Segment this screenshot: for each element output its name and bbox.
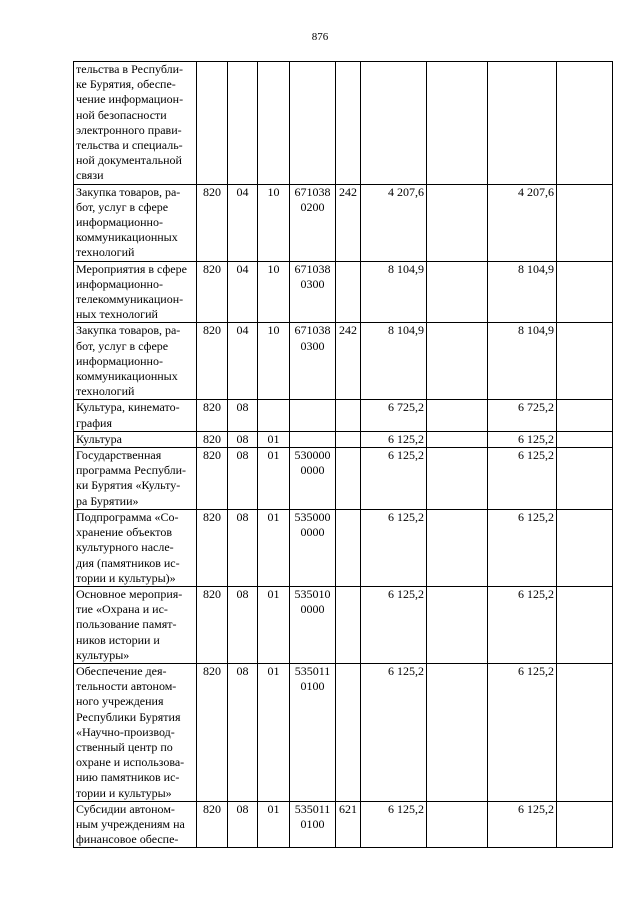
csr-line: 0100 [300,679,325,694]
vr-cell: 242 [336,184,361,261]
item-name-cell [74,586,197,663]
amount-cell [427,663,488,801]
item-name-line: бот, услуг в сфере [76,199,169,214]
vr-cell [336,448,361,510]
item-name-line: телекоммуникацион- [76,292,184,307]
csr-line: 535010 [294,586,331,601]
csr-line: 535011 [294,801,331,816]
item-name-cell [74,323,197,400]
amount-cell: 6 125,2 [361,448,427,510]
gr-cell: 820 [197,448,228,510]
csr-cell [290,323,336,400]
item-name-cell [74,184,197,261]
item-name-line: Подпрограмма «Со- [76,509,179,524]
item-name-line: графия [76,415,112,430]
item-name-line: ке Бурятия, обеспе- [76,77,176,92]
pr-cell: 01 [258,448,290,510]
item-name-line: электронного прави- [76,122,182,137]
amount-cell [557,400,613,431]
vr-cell [336,509,361,586]
csr-line: 530000 [294,448,331,463]
csr-cell [290,184,336,261]
rz-cell: 08 [228,431,258,447]
item-name-line: тельности автоном- [76,679,177,694]
item-name-cell [74,509,197,586]
rz-cell [228,62,258,185]
table-row [74,431,613,447]
item-name-line: Республики Бурятия [76,709,181,724]
csr-line: 671038 [294,184,331,199]
item-name-line: технологий [76,245,135,260]
amount-cell [427,431,488,447]
table-row [74,448,613,510]
rz-cell: 08 [228,801,258,848]
item-name-line: Государственная [76,448,162,463]
item-name-line: тории и культуры» [76,785,172,800]
table-row [74,801,613,848]
table-row [74,184,613,261]
vr-cell [336,663,361,801]
amount-cell: 6 125,2 [488,586,557,663]
item-name-line: дия (памятников ис- [76,555,180,570]
csr-line: 671038 [294,261,331,276]
amount-cell: 4 207,6 [361,184,427,261]
amount-cell [557,586,613,663]
csr-cell [290,400,336,431]
csr-cell [290,431,336,447]
page-number: 876 [311,31,329,43]
amount-cell [557,448,613,510]
amount-cell: 6 125,2 [488,509,557,586]
amount-cell: 4 207,6 [488,184,557,261]
amount-cell [427,801,488,848]
item-name-line: ников истории и [76,632,160,647]
amount-cell [427,323,488,400]
item-name-line: тельства и специаль- [76,138,183,153]
amount-cell [557,184,613,261]
amount-cell [557,323,613,400]
item-name-line: пользование памят- [76,617,177,632]
gr-cell: 820 [197,663,228,801]
amount-cell [427,184,488,261]
item-name-line: ной документальной [76,153,182,168]
amount-cell [488,62,557,185]
table-row [74,663,613,801]
csr-line: 0000 [300,463,325,478]
amount-cell: 6 125,2 [361,801,427,848]
vr-cell: 621 [336,801,361,848]
item-name-line: ным учреждениям на [76,816,185,831]
budget-table [73,61,613,848]
vr-cell [336,62,361,185]
pr-cell: 10 [258,184,290,261]
rz-cell: 04 [228,184,258,261]
item-name-line: программа Республи- [76,463,187,478]
item-name-line: чение информацион- [76,92,184,107]
csr-cell [290,663,336,801]
vr-cell [336,586,361,663]
amount-cell: 6 125,2 [488,801,557,848]
amount-cell [427,509,488,586]
amount-cell: 6 125,2 [361,663,427,801]
item-name-line: ра Бурятии» [76,493,139,508]
item-name-line: Основное мероприя- [76,586,183,601]
item-name-line: ной безопасности [76,107,167,122]
table-row [74,62,613,185]
item-name-line: коммуникационных [76,369,178,384]
amount-cell: 8 104,9 [361,261,427,323]
amount-cell [427,586,488,663]
item-name-line: коммуникационных [76,230,178,245]
amount-cell: 6 125,2 [361,586,427,663]
item-name-line: Субсидии автоном- [76,801,175,816]
csr-line: 0300 [300,276,325,291]
csr-cell [290,801,336,848]
amount-cell [557,801,613,848]
csr-line: 0000 [300,525,325,540]
table-row [74,509,613,586]
pr-cell: 10 [258,323,290,400]
pr-cell: 01 [258,663,290,801]
item-name-line: Обеспечение дея- [76,663,167,678]
table-row [74,261,613,323]
item-name-line: Закупка товаров, ра- [76,323,181,338]
item-name-cell [74,62,197,185]
rz-cell: 04 [228,323,258,400]
amount-cell: 6 125,2 [361,431,427,447]
pr-cell: 01 [258,509,290,586]
table-row [74,323,613,400]
amount-cell [427,261,488,323]
csr-line: 535011 [294,663,331,678]
csr-line: 671038 [294,323,331,338]
amount-cell: 6 725,2 [488,400,557,431]
amount-cell: 8 104,9 [361,323,427,400]
amount-cell [557,509,613,586]
pr-cell: 10 [258,261,290,323]
csr-cell [290,261,336,323]
gr-cell: 820 [197,323,228,400]
item-name-cell [74,261,197,323]
amount-cell [557,663,613,801]
gr-cell [197,62,228,185]
amount-cell [557,261,613,323]
gr-cell: 820 [197,801,228,848]
rz-cell: 08 [228,509,258,586]
vr-cell [336,431,361,447]
amount-cell [557,431,613,447]
amount-cell: 6 125,2 [361,509,427,586]
item-name-line: тории и культуры)» [76,570,176,585]
item-name-line: культуры» [76,647,130,662]
gr-cell: 820 [197,431,228,447]
csr-line: 0100 [300,816,325,831]
item-name-line: ки Бурятия «Культу- [76,478,181,493]
csr-line: 0000 [300,602,325,617]
item-name-line: тие «Охрана и ис- [76,602,168,617]
item-name-line: ных технологий [76,307,158,322]
amount-cell: 6 125,2 [488,431,557,447]
amount-cell: 8 104,9 [488,261,557,323]
rz-cell: 04 [228,261,258,323]
item-name-line: Культура, кинемато- [76,400,180,415]
item-name-line: информационно- [76,276,163,291]
item-name-line: Культура [76,431,122,446]
csr-cell [290,62,336,185]
item-name-line: ного учреждения [76,694,164,709]
amount-cell: 8 104,9 [488,323,557,400]
csr-line: 535000 [294,509,331,524]
amount-cell: 6 125,2 [488,663,557,801]
vr-cell: 242 [336,323,361,400]
amount-cell: 6 725,2 [361,400,427,431]
vr-cell [336,261,361,323]
pr-cell [258,400,290,431]
item-name-line: информационно- [76,215,163,230]
csr-line: 0300 [300,338,325,353]
csr-line: 0200 [300,199,325,214]
rz-cell: 08 [228,586,258,663]
item-name-line: Мероприятия в сфере [76,261,187,276]
csr-cell [290,586,336,663]
item-name-line: тельства в Республи- [76,62,184,76]
item-name-cell [74,448,197,510]
gr-cell: 820 [197,400,228,431]
item-name-cell [74,663,197,801]
item-name-line: культурного насле- [76,540,174,555]
gr-cell: 820 [197,586,228,663]
item-name-line: финансовое обеспе- [76,832,179,847]
gr-cell: 820 [197,184,228,261]
item-name-line: нию памятников ис- [76,770,180,785]
table-row [74,400,613,431]
pr-cell [258,62,290,185]
item-name-line: связи [76,168,104,183]
item-name-cell [74,431,197,447]
gr-cell: 820 [197,261,228,323]
table-row [74,586,613,663]
pr-cell: 01 [258,431,290,447]
item-name-line: информационно- [76,353,163,368]
rz-cell: 08 [228,448,258,510]
item-name-line: охране и использова- [76,755,185,770]
amount-cell: 6 125,2 [488,448,557,510]
rz-cell: 08 [228,400,258,431]
amount-cell [427,62,488,185]
item-name-line: хранение объектов [76,525,173,540]
amount-cell [557,62,613,185]
item-name-line: бот, услуг в сфере [76,338,169,353]
item-name-line: Закупка товаров, ра- [76,184,181,199]
pr-cell: 01 [258,586,290,663]
item-name-line: «Научно-производ- [76,724,175,739]
item-name-line: технологий [76,384,135,399]
amount-cell [427,400,488,431]
rz-cell: 08 [228,663,258,801]
vr-cell [336,400,361,431]
csr-cell [290,448,336,510]
item-name-cell [74,400,197,431]
item-name-cell [74,801,197,848]
amount-cell [427,448,488,510]
amount-cell [361,62,427,185]
gr-cell: 820 [197,509,228,586]
csr-cell [290,509,336,586]
item-name-line: ственный центр по [76,739,173,754]
pr-cell: 01 [258,801,290,848]
